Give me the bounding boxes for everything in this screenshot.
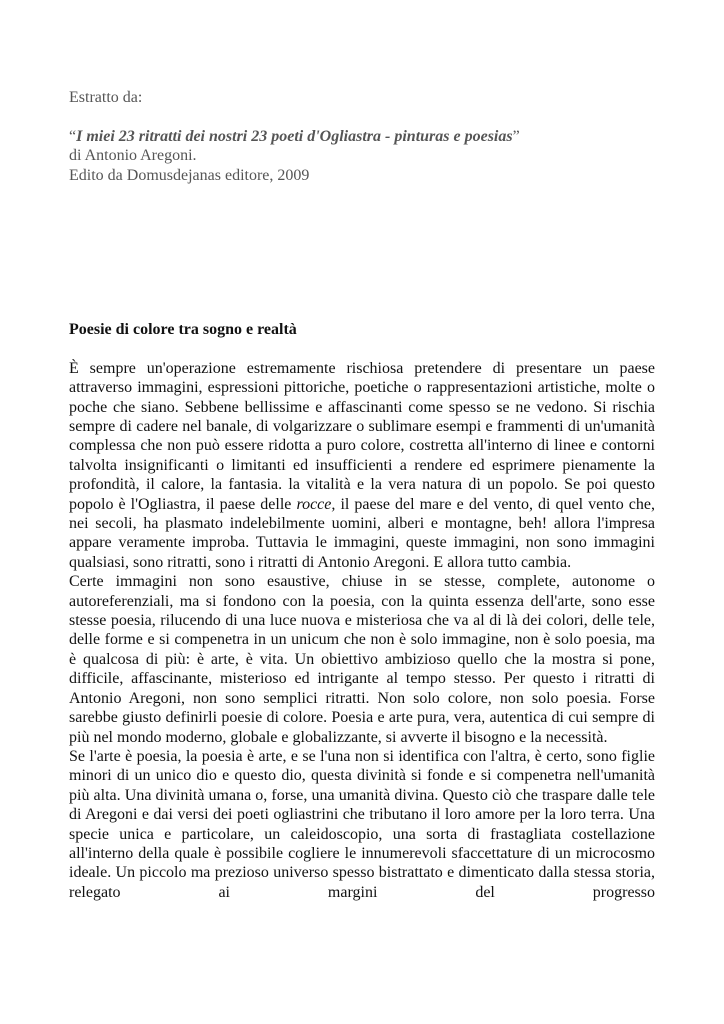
essay-paragraph-2: Certe immagini non sono esaustive, chiuse in se stesse, complete, autonome o autoreferenziali, ma si fondono con la poesia, con la quinta essenza dell'arte, sono esse stesse poesia, rilucendo di una luce nuova e misteriosa che va al di là dei colori, delle tele, delle forme e si compenetra in un unicum che non è solo immagine, non è solo poesia, ma è qualcosa di più: è arte, è vita. Un obiettivo ambizioso quello che la mostra si pone, difficile, affascinante, misterioso ed intrigante al tempo stesso. Per questo i ritratti di Antonio Aregoni, non sono semplici ritratti. Non solo colore, non solo poesia. Forse sarebbe giusto definirli poesie di colore. Poesia e arte pura, vera, autentica di cui sempre di più nel mondo moderno, globale e globalizzante, si avverte il bisogno e la necessità. [69,573,655,746]
publisher-line: Edito da Domusdejanas editore, 2009 [69,166,310,184]
spacer [69,107,655,126]
book-title: I miei 23 ritratti dei nostri 23 poeti d'Ogliastra - pinturas e poesias [76,127,513,145]
book-title-line [69,127,655,146]
author-line: di Antonio Aregoni. [69,147,197,165]
essay-heading: Poesie di colore tra sogno e realtà [69,321,297,338]
essay-body [69,320,655,902]
paragraph-1-text-b: il paese del mare e del vento, di quel vento che, nei secoli, ha plasmato indelebilmente uomini, alberi e montagne, beh! allora l'impresa appare veramente improba. Tuttavia le immagini, queste immagini, non sono immagini qualsiasi, sono ritratti, sono i ritratti di Antonio Aregoni. E allora tutto cambia. [69,495,655,571]
close-quote: ” [512,127,520,145]
spacer [69,339,655,358]
essay-paragraph-3: Se l'arte è poesia, la poesia è arte, e se l'una non si identifica con l'altra, è certo, sono figlie minori di un unico dio e questo dio, questa divinità si fonde e si compenetra nell'umanità più alta. Una divinità umana o, forse, una umanità divina. Questo ciò che traspare dalle tele di Aregoni e dai versi dei poeti ogliastrini che tributano il loro amore per la loro terra. Una specie unica e particolare, un caleidoscopio, una sorta di frastagliata costellazione all'interno della quale è possibile cogliere le innumerevoli sfaccettature di un microcosmo ideale. Un piccolo ma prezioso universo spesso bistrattato e dimenticato dalla stessa storia, relegato ai margini del progresso [69,747,655,901]
paragraph-1-italic-word: rocce, [296,495,336,513]
open-quote: “ [69,127,77,145]
paragraph-1-text-a: È sempre un'operazione estremamente rischiosa pretendere di presentare un paese attraverso immagini, espressioni pittoriche, poetiche o rappresentazioni artistiche, molte o poche che siano. Sebbene bellissime e affascinanti come spesso se ne vedono. Si rischia sempre di cadere nel banale, di volgarizzare o sublimare esempi e frammenti di un'umanità complessa che non può essere ridotta a puro colore, costretta all'interno di linee e contorni talvolta insignificanti o limitanti ed insufficienti a rendere ed esprimere pienamente la profondità, il calore, la fantasia. la vitalità e la vera natura di un popolo. Se poi questo popolo è l'Ogliastra, il paese delle [69,359,655,513]
essay-paragraph-1 [69,359,655,572]
excerpt-label: Estratto da: [69,89,143,106]
source-citation [69,88,655,185]
